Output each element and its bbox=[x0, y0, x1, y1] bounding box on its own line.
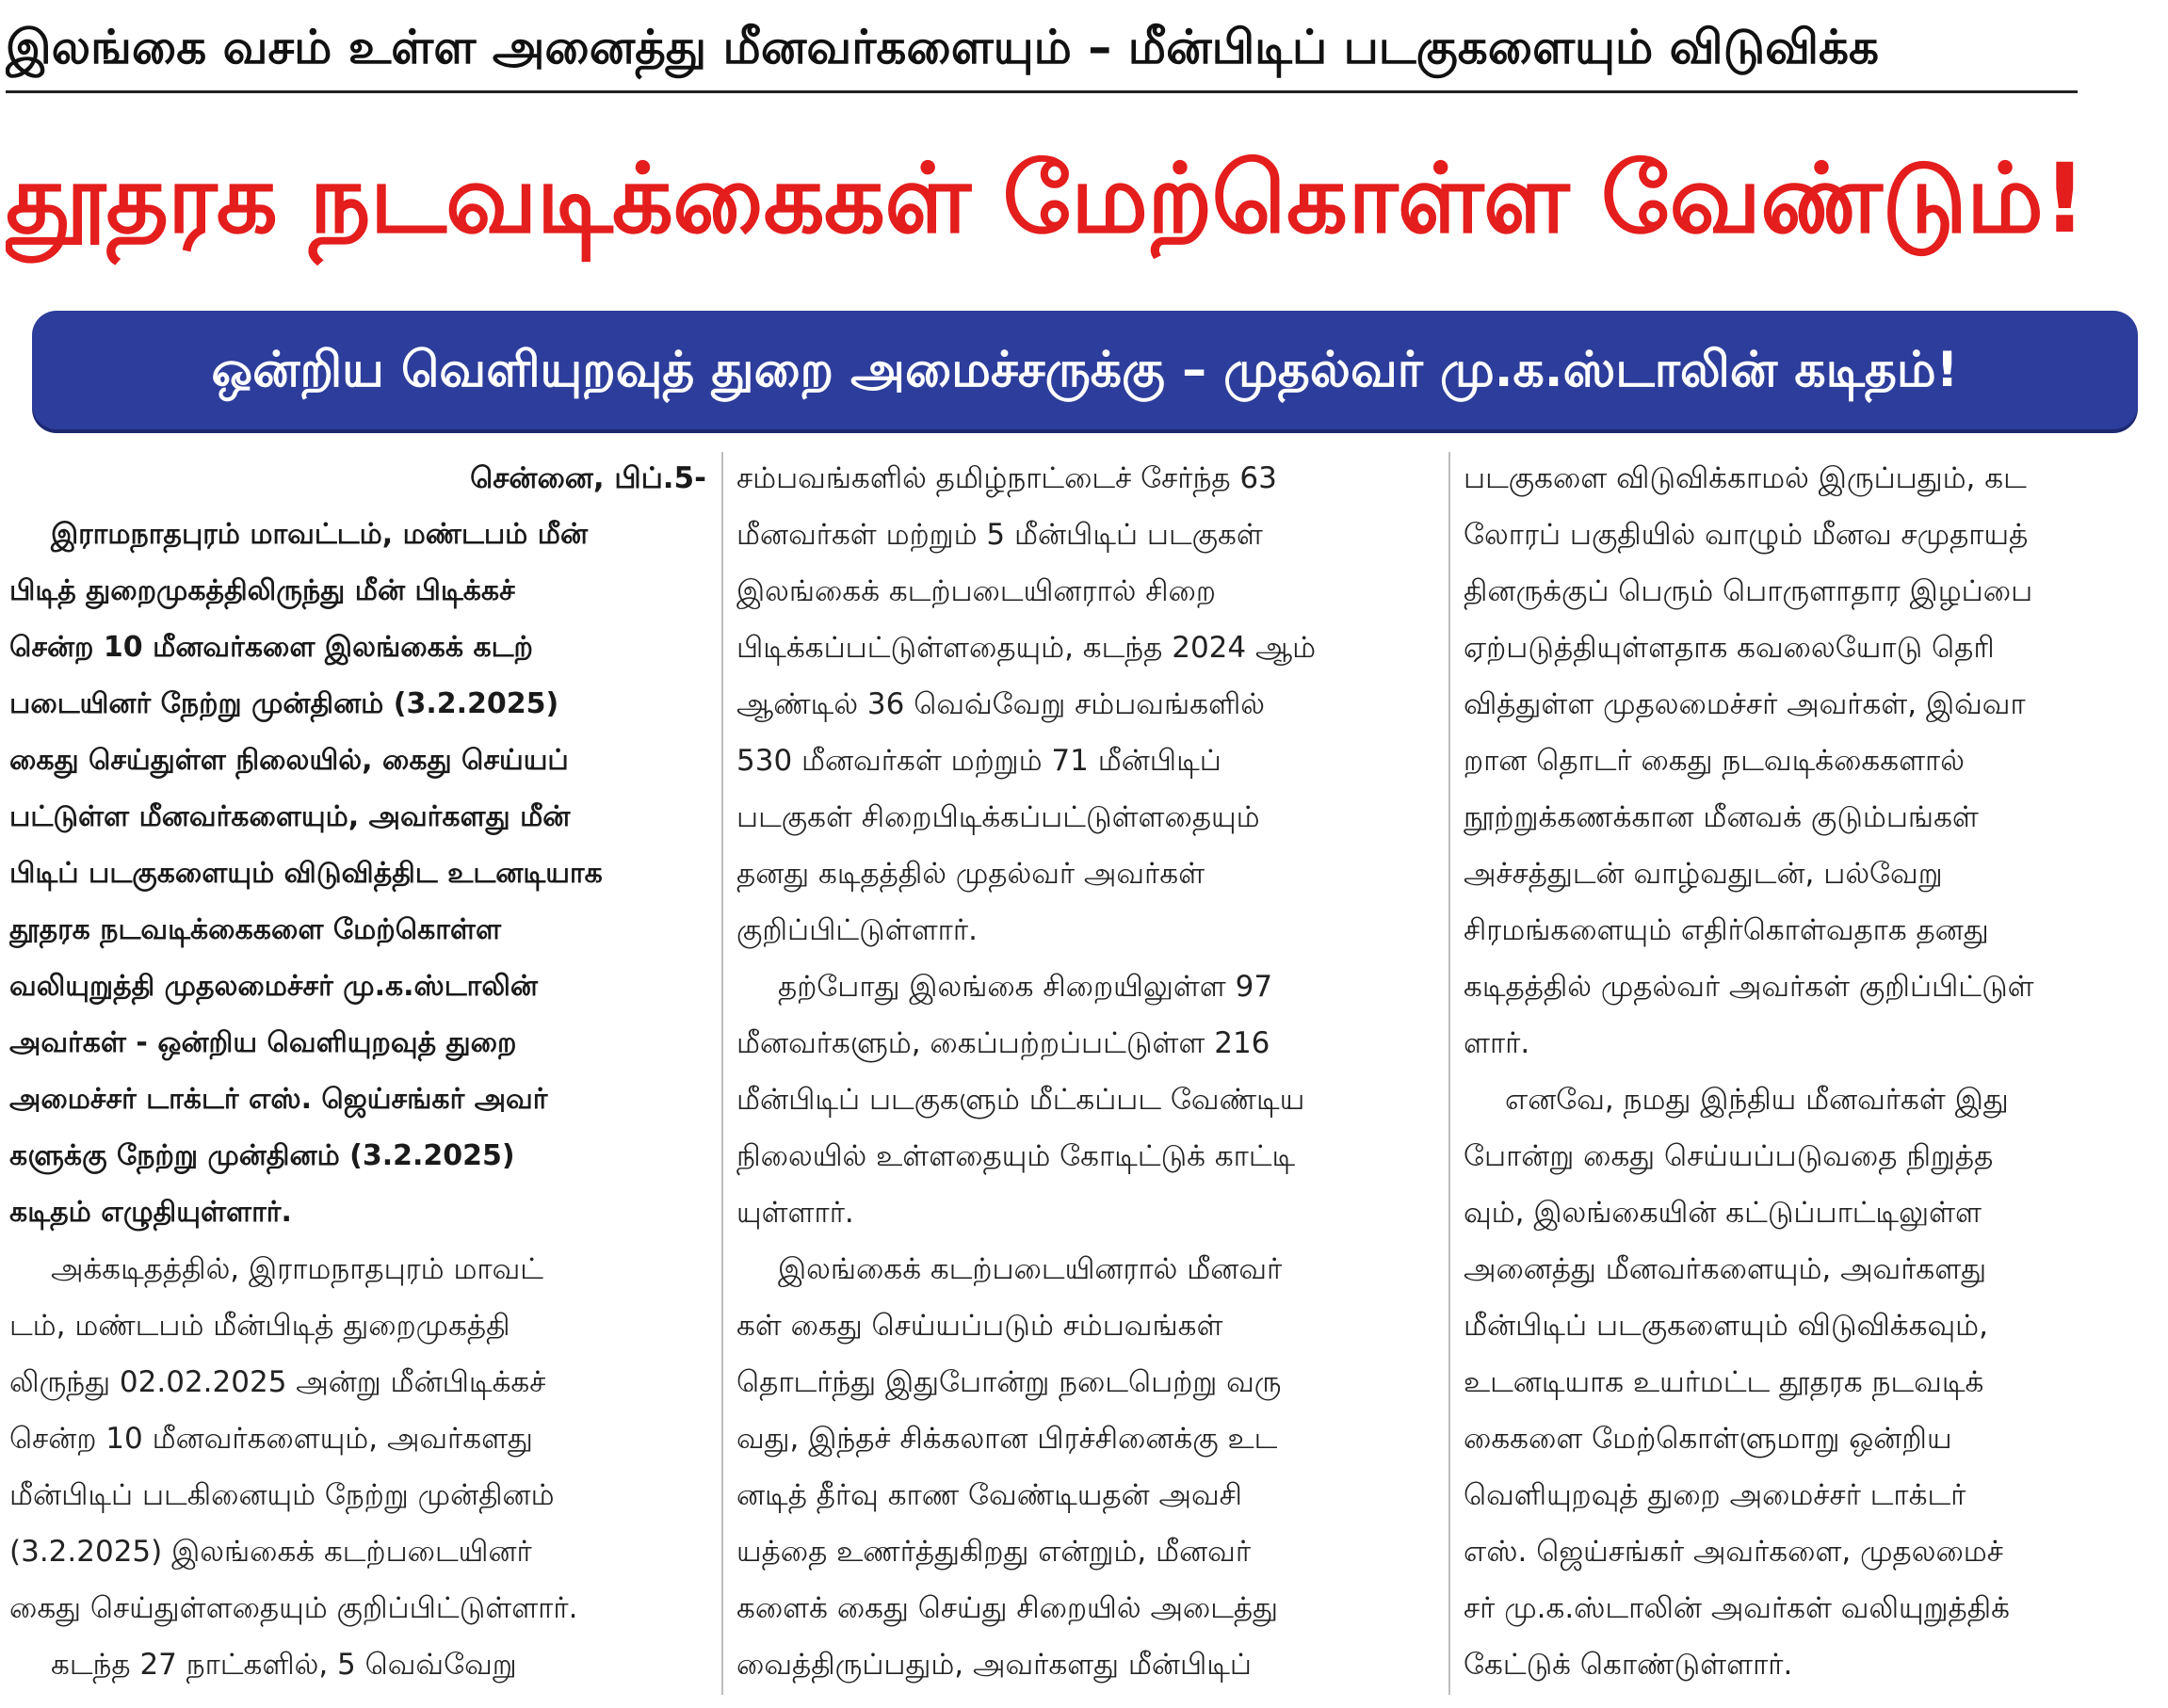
text-line: மீனவர்கள் மற்றும் 5 மீன்பிடிப் படகுகள் bbox=[736, 518, 1263, 552]
text-line: வித்துள்ள முதலமைச்சர் அவர்கள், இவ்வா bbox=[1464, 687, 2026, 721]
text-line: குறிப்பிட்டுள்ளார். bbox=[736, 913, 978, 947]
text-line: மீன்பிடிப் படகுகளையும் விடுவிக்கவும், bbox=[1464, 1309, 1988, 1343]
text-line: நூற்றுக்கணக்கான மீனவக் குடும்பங்கள் bbox=[1464, 800, 1979, 834]
text-line: லோரப் பகுதியில் வாழும் மீனவ சமுதாயத் bbox=[1464, 518, 2029, 552]
text-line: கைகளை மேற்கொள்ளுமாறு ஒன்றிய bbox=[1464, 1422, 1952, 1456]
text-line: தனது கடிதத்தில் முதல்வர் அவர்கள் bbox=[736, 857, 1205, 891]
text-line: சென்ற 10 மீனவர்களையும், அவர்களது bbox=[9, 1422, 533, 1456]
text-line: சிரமங்களையும் எதிர்கொள்வதாக தனது bbox=[1464, 913, 1989, 947]
text-line: மீன்பிடிப் படகினையும் நேற்று முன்தினம் bbox=[9, 1478, 555, 1512]
text-line: இலங்கைக் கடற்படையினரால் மீனவர் bbox=[778, 1252, 1283, 1286]
kicker-headline: இலங்கை வசம் உள்ள அனைத்து மீனவர்களையும் – மீன்பிடிப் படகுகளையும் விடுவிக்க bbox=[6, 20, 1880, 74]
text-line: ளார். bbox=[1464, 1026, 1530, 1060]
text-line: இலங்கைக் கடற்படையினரால் சிறை bbox=[736, 574, 1216, 608]
text-line: பிடிக்கப்பட்டுள்ளதையும், கடந்த 2024 ஆம் bbox=[736, 631, 1317, 665]
text-line: கைது செய்துள்ளதையும் குறிப்பிட்டுள்ளார். bbox=[9, 1591, 578, 1625]
text-line: கடந்த 27 நாட்களில், 5 வெவ்வேறு bbox=[51, 1648, 517, 1682]
text-line: வைத்திருப்பதும், அவர்களது மீன்பிடிப் bbox=[736, 1648, 1252, 1682]
text-line: இராமநாதபுரம் மாவட்டம், மண்டபம் மீன் bbox=[51, 518, 589, 551]
text-line: அமைச்சர் டாக்டர் எஸ். ஜெய்சங்கர் அவர் bbox=[9, 1083, 548, 1116]
article-column-2 bbox=[736, 450, 1433, 1693]
text-line: ஏற்படுத்தியுள்ளதாக கவலையோடு தெரி bbox=[1464, 631, 1995, 665]
column-divider-2 bbox=[1448, 452, 1450, 1695]
text-line: நிலையில் உள்ளதையும் கோடிட்டுக் காட்டி bbox=[736, 1139, 1296, 1173]
text-line: 530 மீனவர்கள் மற்றும் 71 மீன்பிடிப் bbox=[736, 744, 1222, 778]
text-line: (3.2.2025) இலங்கைக் கடற்படையினர் bbox=[9, 1535, 532, 1569]
text-line: அக்கடிதத்தில், இராமநாதபுரம் மாவட் bbox=[51, 1252, 543, 1286]
text-line: எனவே, நமது இந்திய மீனவர்கள் இது bbox=[1505, 1083, 2009, 1117]
text-line: களைக் கைது செய்து சிறையில் அடைத்து bbox=[736, 1591, 1278, 1625]
text-line: மீனவர்களும், கைப்பற்றப்பட்டுள்ள 216 bbox=[736, 1026, 1270, 1060]
main-headline: தூதரக நடவடிக்கைகள் மேற்கொள்ள வேண்டும்! bbox=[6, 143, 2086, 255]
text-line: உடனடியாக உயர்மட்ட தூதரக நடவடிக் bbox=[1464, 1365, 1984, 1399]
text-line: போன்று கைது செய்யப்படுவதை நிறுத்த bbox=[1464, 1139, 1994, 1173]
text-line: கைது செய்துள்ள நிலையில், கைது செய்யப் bbox=[9, 744, 569, 777]
text-line: பிடிப் படகுகளையும் விடுவித்திட உடனடியாக bbox=[9, 857, 603, 890]
text-line: பிடித் துறைமுகத்திலிருந்து மீன் பிடிக்கச் bbox=[9, 574, 515, 607]
text-line: பட்டுள்ள மீனவர்களையும், அவர்களது மீன் bbox=[9, 800, 571, 833]
text-line: களுக்கு நேற்று முன்தினம் (3.2.2025) bbox=[9, 1139, 515, 1172]
text-line: வெளியுறவுத் துறை அமைச்சர் டாக்டர் bbox=[1464, 1478, 1966, 1512]
text-line: லிருந்து 02.02.2025 அன்று மீன்பிடிக்கச் bbox=[9, 1365, 546, 1399]
text-line: வலியுறுத்தி முதலமைச்சர் மு.க.ஸ்டாலின் bbox=[9, 970, 538, 1003]
text-line: யுள்ளார். bbox=[736, 1196, 854, 1230]
text-line: கள் கைது செய்யப்படும் சம்பவங்கள் bbox=[736, 1309, 1223, 1343]
text-line: அனைத்து மீனவர்களையும், அவர்களது bbox=[1464, 1252, 1987, 1286]
text-line: னடித் தீர்வு காண வேண்டியதன் அவசி bbox=[736, 1478, 1242, 1512]
subhead-text: ஒன்றிய வெளியுறவுத் துறை அமைச்சருக்கு – முதல்வர் மு.க.ஸ்டாலின் கடிதம்! bbox=[211, 342, 1959, 398]
text-line: சம்பவங்களில் தமிழ்நாட்டைச் சேர்ந்த 63 bbox=[736, 461, 1277, 495]
text-line: படகுகள் சிறைபிடிக்கப்பட்டுள்ளதையும் bbox=[736, 800, 1260, 834]
text-line: டம், மண்டபம் மீன்பிடித் துறைமுகத்தி bbox=[9, 1309, 510, 1343]
text-line: கடிதத்தில் முதல்வர் அவர்கள் குறிப்பிட்டுள் bbox=[1464, 970, 2034, 1004]
column-divider-1 bbox=[721, 452, 723, 1695]
text-line: கடிதம் எழுதியுள்ளார். bbox=[9, 1196, 292, 1229]
text-line: எஸ். ஜெய்சங்கர் அவர்களை, முதலமைச் bbox=[1464, 1535, 2003, 1569]
text-line: படகுகளை விடுவிக்காமல் இருப்பதும், கட bbox=[1464, 461, 2027, 495]
text-line: றான தொடர் கைது நடவடிக்கைகளால் bbox=[1464, 744, 1965, 778]
text-line: தற்போது இலங்கை சிறையிலுள்ள 97 bbox=[778, 970, 1273, 1004]
text-line: கேட்டுக் கொண்டுள்ளார். bbox=[1464, 1648, 1793, 1682]
article-column-1 bbox=[9, 450, 706, 1693]
text-line: அவர்கள் - ஒன்றிய வெளியுறவுத் துறை bbox=[9, 1026, 517, 1059]
text-line: வும், இலங்கையின் கட்டுப்பாட்டிலுள்ள bbox=[1464, 1196, 1982, 1230]
text-line: யத்தை உணர்த்துகிறது என்றும், மீனவர் bbox=[736, 1535, 1252, 1569]
text-line: ஆண்டில் 36 வெவ்வேறு சம்பவங்களில் bbox=[736, 687, 1265, 721]
text-line: தூதரக நடவடிக்கைகளை மேற்கொள்ள bbox=[9, 913, 502, 946]
article-column-3 bbox=[1464, 450, 2160, 1693]
text-line: சென்ற 10 மீனவர்களை இலங்கைக் கடற் bbox=[9, 631, 533, 664]
kicker-underline bbox=[6, 90, 2078, 93]
text-line: படையினர் நேற்று முன்தினம் (3.2.2025) bbox=[9, 687, 559, 720]
dateline: சென்னை, பிப்.5- bbox=[470, 461, 706, 495]
text-line: தொடர்ந்து இதுபோன்று நடைபெற்று வரு bbox=[736, 1365, 1282, 1399]
text-line: தினருக்குப் பெரும் பொருளாதார இழப்பை bbox=[1464, 574, 2033, 608]
text-line: அச்சத்துடன் வாழ்வதுடன், பல்வேறு bbox=[1464, 857, 1943, 891]
text-line: மீன்பிடிப் படகுகளும் மீட்கப்பட வேண்டிய bbox=[736, 1083, 1305, 1117]
text-line: சர் மு.க.ஸ்டாலின் அவர்கள் வலியுறுத்திக் bbox=[1464, 1591, 2010, 1625]
text-line: வது, இந்தச் சிக்கலான பிரச்சினைக்கு உட bbox=[736, 1422, 1278, 1456]
